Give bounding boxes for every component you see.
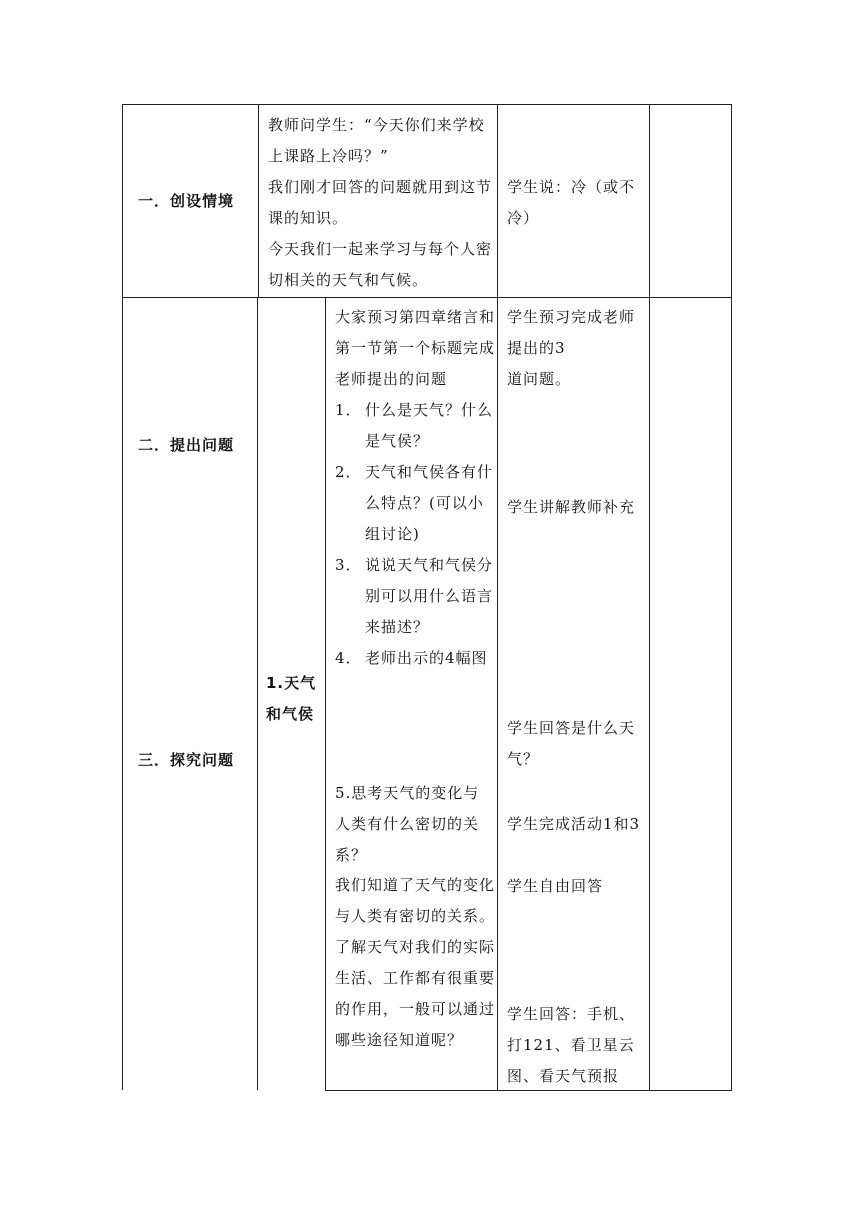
student-answer-weather: 学生回答是什么天气？ xyxy=(507,719,636,768)
student-explain: 学生讲解教师补充 xyxy=(507,498,636,516)
question-text: 天气和气侯各有什么特点？(可以小组讨论) xyxy=(365,463,494,543)
col-student-right-border xyxy=(649,104,650,1090)
teacher-question-5: 5.思考天气的变化与人类有什么密切的关系？ xyxy=(335,784,480,864)
student-activity: 学生完成活动1和3 xyxy=(507,815,641,833)
teacher-activity-row1 xyxy=(268,110,494,296)
table-left-border xyxy=(122,104,123,1090)
preview-instruction: 大家预习第四章绪言和第一节第一个标题完成老师提出的问题 xyxy=(335,308,496,388)
teacher-info-sources-paragraph: 我们知道了天气的变化与人类有密切的关系。了解天气对我们的实际生活、工作都有很重要的作用，一般可以通过哪些途径知道呢？ xyxy=(335,876,496,1049)
col-stage-right-border-lower xyxy=(257,297,258,1090)
question-text: 老师出示的4幅图 xyxy=(365,649,488,667)
teacher-connection: 我们刚才回答的问题就用到这节课的知识。 xyxy=(268,178,493,227)
question-number: 3． xyxy=(335,556,362,574)
question-number: 1． xyxy=(335,401,362,419)
topic-weather-climate: 1.天气和气侯 xyxy=(266,674,317,723)
stage-label-explore-question: 三．探究问题 xyxy=(138,751,235,769)
teacher-topic-intro: 今天我们一起来学习与每个人密切相关的天气和气候。 xyxy=(268,240,493,289)
question-text: 说说天气和气侯分别可以用什么语言来描述？ xyxy=(365,556,494,636)
student-answer-sources: 学生回答：手机、打121、看卫星云图、看天气预报 xyxy=(507,1005,636,1085)
student-answer-row1: 学生说：冷（或不冷） xyxy=(507,178,636,227)
stage-label-raise-question: 二．提出问题 xyxy=(138,436,235,454)
col-teacher-right-border xyxy=(497,104,498,1090)
teacher-activity-main xyxy=(335,302,495,674)
row1-bottom-border xyxy=(122,297,732,298)
table-top-border xyxy=(122,104,732,105)
question-item-2 xyxy=(335,457,495,550)
teacher-question: 教师问学生：“今天你们来学校上课路上冷吗？” xyxy=(268,116,485,165)
question-item-4 xyxy=(335,643,495,674)
question-text: 什么是天气？什么是气侯？ xyxy=(365,401,494,450)
question-item-3 xyxy=(335,550,495,643)
question-number: 4． xyxy=(335,649,362,667)
col-topic-right-border xyxy=(325,297,326,1090)
question-item-1 xyxy=(335,395,495,457)
student-preview xyxy=(507,302,647,395)
student-free-answer: 学生自由回答 xyxy=(507,877,604,895)
student-preview-line2: 道问题。 xyxy=(507,370,572,388)
student-preview-line1: 学生预习完成老师提出的3 xyxy=(507,308,636,357)
table-right-border xyxy=(731,104,732,1090)
stage-label-create-situation: 一．创设情境 xyxy=(138,192,235,210)
col-stage-right-border-upper xyxy=(258,104,259,297)
question-number: 2． xyxy=(335,463,362,481)
